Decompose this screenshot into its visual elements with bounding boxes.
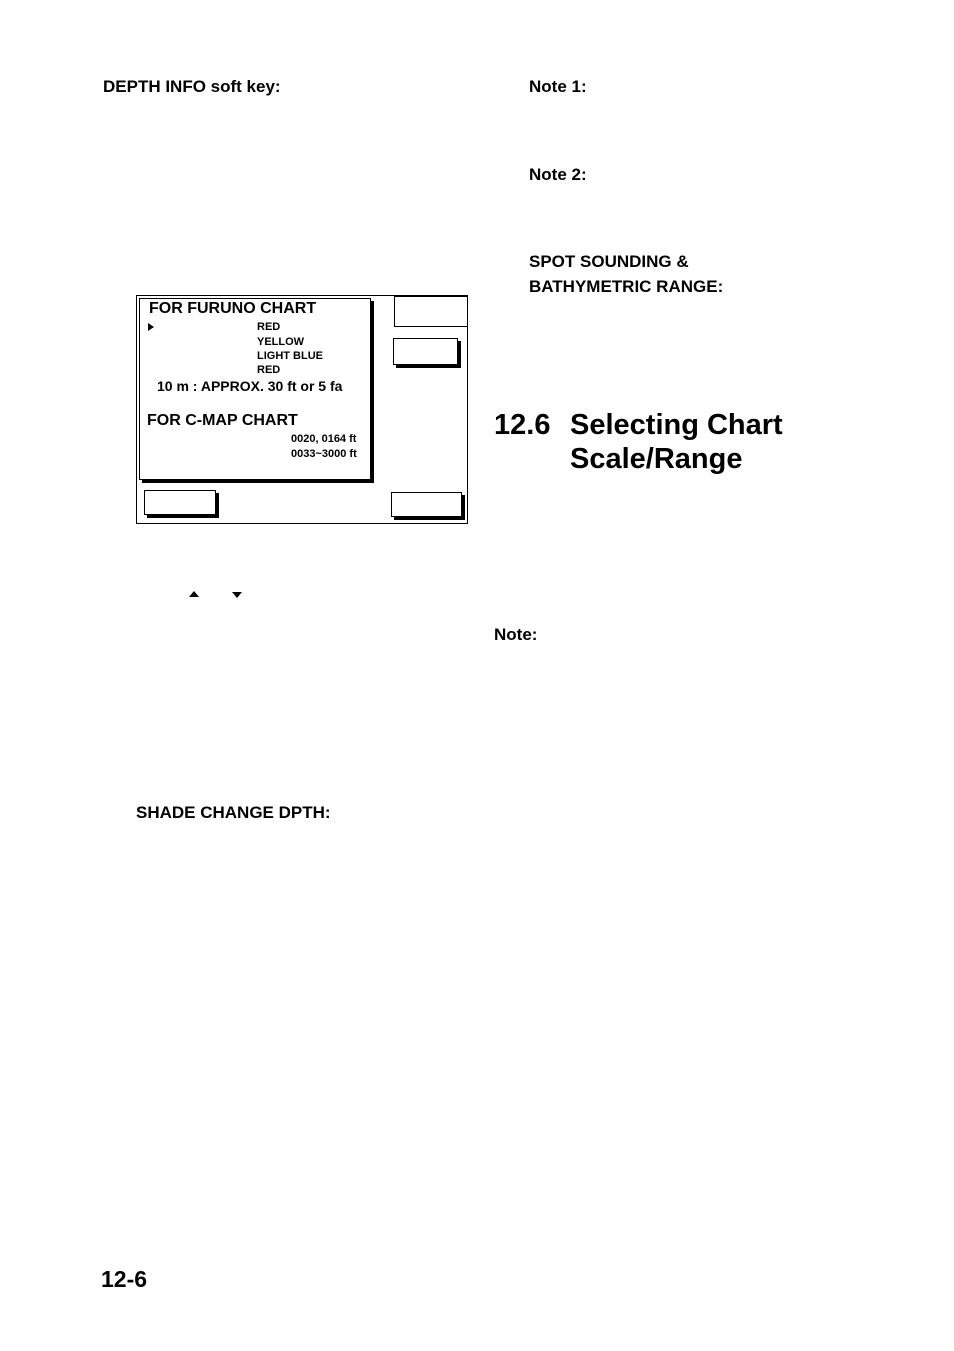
shade-change-label: SHADE CHANGE DPTH: [136, 803, 331, 822]
spot-sounding-label-line2: BATHYMETRIC RANGE: [529, 277, 724, 296]
color-item-1[interactable]: RED [257, 321, 281, 333]
softkey-bottom-left[interactable] [144, 490, 216, 515]
color-item-2[interactable]: YELLOW [257, 336, 305, 348]
note2-label: Note 2: [529, 165, 587, 184]
section-title-line2: Scale/Range [570, 443, 743, 475]
depth-info-label: DEPTH INFO soft key: [103, 77, 281, 96]
softkey-top-right[interactable] [394, 296, 468, 327]
spot-sounding-label-line1: SPOT SOUNDING & [529, 252, 689, 271]
section-number: 12.6 [494, 409, 551, 441]
softkey-right-middle[interactable] [393, 338, 458, 365]
note-label: Note: [494, 625, 538, 644]
page-number: 12-6 [101, 1266, 148, 1292]
cursor-arrow-icon [148, 323, 154, 331]
section-title-line1: Selecting Chart [570, 409, 783, 441]
cmap-range-1: 0020, 0164 ft [291, 433, 357, 445]
arrow-down-icon [232, 592, 242, 598]
softkey-bottom-right[interactable] [391, 492, 462, 517]
furuno-chart-title: FOR FURUNO CHART [149, 300, 317, 317]
cmap-range-2: 0033~3000 ft [291, 448, 357, 460]
note1-label: Note 1: [529, 77, 587, 96]
color-item-3[interactable]: LIGHT BLUE [257, 350, 323, 362]
color-item-4[interactable]: RED [257, 364, 281, 376]
approx-depth-line: 10 m : APPROX. 30 ft or 5 fa [157, 378, 343, 394]
arrow-up-icon [189, 591, 199, 597]
cmap-chart-title: FOR C-MAP CHART [147, 412, 298, 429]
